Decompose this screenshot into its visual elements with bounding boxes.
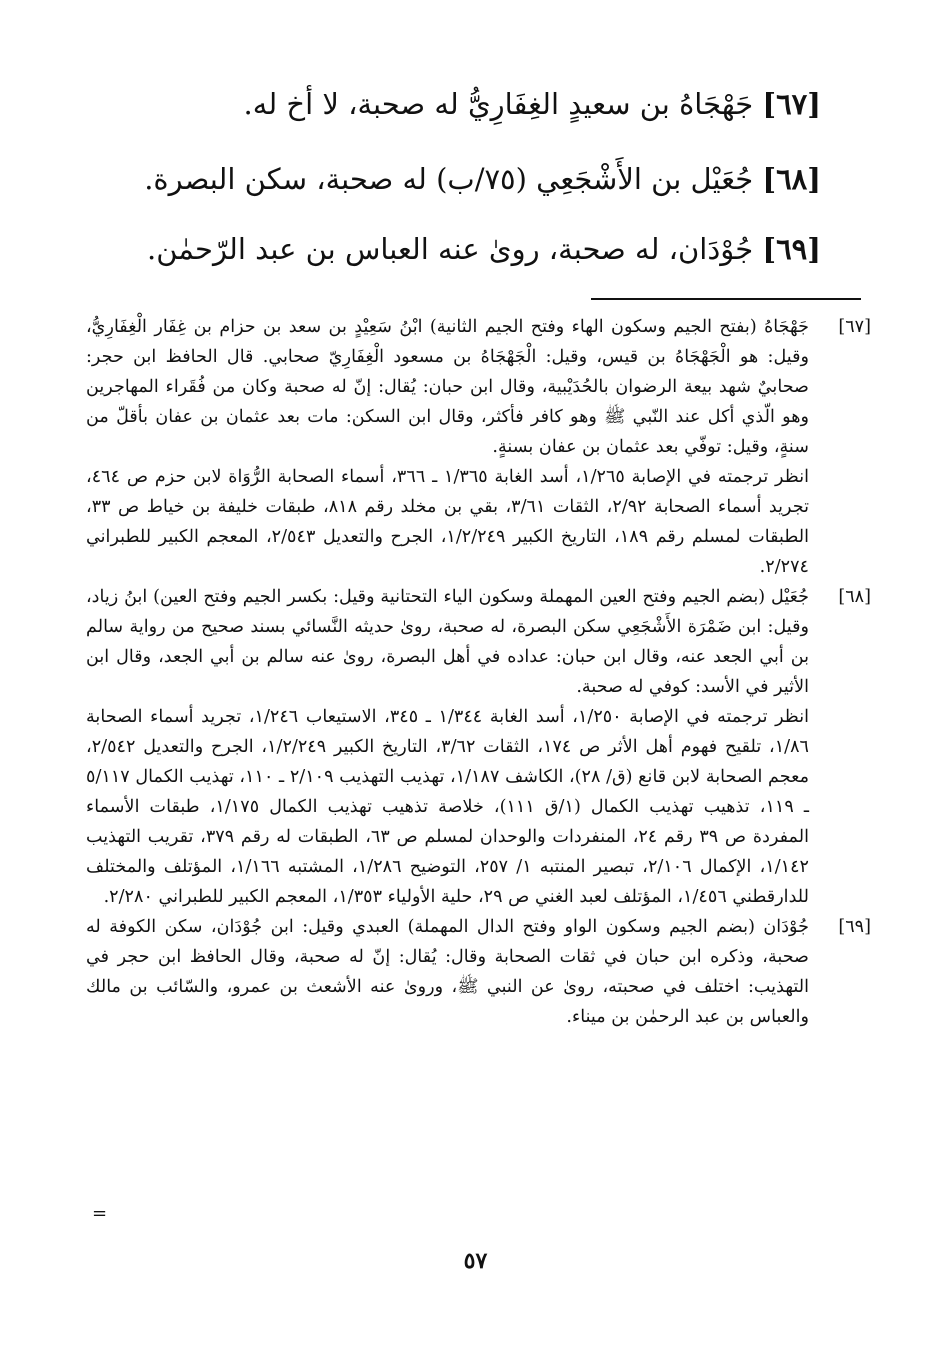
footnote-paragraph: جُوْدَان (بضم الجيم وسكون الواو وفتح الدال المهملة) العبدي وقيل: ابن جُوْدَان، سكن الكوفة له صحبة، وذكره ابن حبان في ثقات الصحابة وقال: يُقال: إنّ له صحبة، وقال الحافظ ابن حجر في التهذيب: اختلف في صحبته، روىٰ عن النبي ﷺ، وروىٰ عنه الأشعث بن عمرو، والسّائب بن مالك والعباس بن عبد الرحمٰن بن ميناء. [86, 917, 809, 1027]
footnote-paragraph: جُعَيْل (بضم الجيم وفتح العين المهملة وسكون الياء التحتانية وقيل: بكسر الجيم وفتح العين) ابنُ زياد، وقيل: ابن ضَمْرَة الأَشْجَعِي سكن البصرة، له صحبة، روىٰ حديثه النَّسائي بسند صحيح من رواية سالم بن أبي الجعد عنه، وقال ابن حبان: عداده في أهل البصرة، روىٰ عنه سالم بن أبي الجعد، وقال ابن الأثير في الأسد: كوفي له صحبة. [86, 587, 809, 697]
footnote-67 [86, 312, 871, 582]
footnotes [86, 312, 871, 1032]
footnote-68 [86, 582, 871, 912]
footnote-69 [86, 912, 871, 1032]
entry-number: [٦٨] [762, 162, 821, 196]
continuation-mark: = [92, 1203, 108, 1224]
entry-text: جَهْجَاهُ بن سعيدٍ الغِفَارِيُّ له صحبة، لا أخ له. [243, 87, 754, 121]
entry-text: جُوْدَان، له صحبة، روىٰ عنه العباس بن عبد الرّحمٰن. [147, 232, 754, 266]
entry-number: [٦٩] [762, 232, 821, 266]
page-number: ٥٧ [463, 1248, 488, 1274]
footnote-number: [٦٨] [838, 587, 871, 607]
footnote-paragraph: انظر ترجمته في الإصابة ١/٢٥٠، أسد الغابة ١/٣٤٤ ـ ٣٤٥، الاستيعاب ١/٢٤٦، تجريد أسماء الصحابة ١/٨٦، تلقيح فهوم أهل الأثر ص ١٧٤، الثقات ٣/٦٢، التاريخ الكبير ١/٢/٢٤٩، الجرح والتعديل ٢/٥٤٢، معجم الصحابة لابن قانع (ق/ ٢٨)، الكاشف ١/١٨٧، تهذيب التهذيب ٢/١٠٩ ـ ١١٠، تهذيب الكمال ٥/١١٧ ـ ١١٩، تذهيب تهذيب الكمال (١/ق ١١١)، خلاصة تذهيب تهذيب الكمال ١/١٧٥، طبقات الأسماء المفردة ص ٣٩ رقم ٢٤، المنفردات والوحدان لمسلم ص ٦٣، الطبقات له رقم ٣٧٩، تقريب التهذيب ١/١٤٢، الإكمال ٢/١٠٦، تبصير المنتبه ١/ ٢٥٧، التوضيح ١/٢٨٦، المشتبه ١/١٦٦، المؤتلف والمختلف للدارقطني ١/٤٥٦، المؤتلف لعبد الغني ص ٢٩، حلية الأولياء ١/٣٥٣، المعجم الكبير للطبراني ٢/٢٨٠. [86, 707, 810, 907]
entry-68 [90, 159, 821, 199]
footnote-number: [٦٩] [838, 917, 871, 937]
entry-67 [90, 84, 821, 124]
footnote-paragraph: انظر ترجمته في الإصابة ١/٢٦٥، أسد الغابة ١/٣٦٥ ـ ٣٦٦، أسماء الصحابة الرُّوَاة لابن حزم ص ٤٦٤، تجريد أسماء الصحابة ٢/٩٢، الثقات ٣/٦١، بقي بن مخلد رقم ٨١٨، طبقات خليفة بن خياط ص ٣٣، الطبقات لمسلم رقم ١٨٩، التاريخ الكبير ١/٢/٢٤٩، الجرح والتعديل ٢/٥٤٣، المعجم الكبير للطبراني ٢/٢٧٤. [86, 467, 810, 577]
footnote-paragraph: جَهْجَاهُ (بفتح الجيم وسكون الهاء وفتح الجيم الثانية) ابْنُ سَعِيْدٍ بن سعد بن حزام بن غِفَار الْغِفَارِيُّ، وقيل: هو الْجَهْجَاهُ بن قيس، وقيل: الْجَهْجَاهُ بن مسعود الْغِفَارِيّ صحابي. قال الحافظ ابن حجر: صحابيٌ شهد بيعة الرضوان بالحُدَيْبية، وقال ابن حبان: يُقال: إنّ له صحبة وكان من فُقَراء المهاجرين وهو الّذي أكل عند النّبي ﷺ وهو كافر فأكثر، وقال ابن السكن: مات بعد عثمان بن عفان بأقلّ من سنةٍ، وقيل: توفّي بعد عثمان بن عفان بسنةٍ. [86, 317, 809, 457]
entry-text: جُعَيْل بن الأَشْجَعِي (٧٥/ب) له صحبة، سكن البصرة. [144, 162, 754, 196]
entry-69 [90, 229, 821, 269]
footnote-separator [591, 298, 861, 300]
footnote-number: [٦٧] [838, 317, 871, 337]
entry-number: [٦٧] [762, 87, 821, 121]
